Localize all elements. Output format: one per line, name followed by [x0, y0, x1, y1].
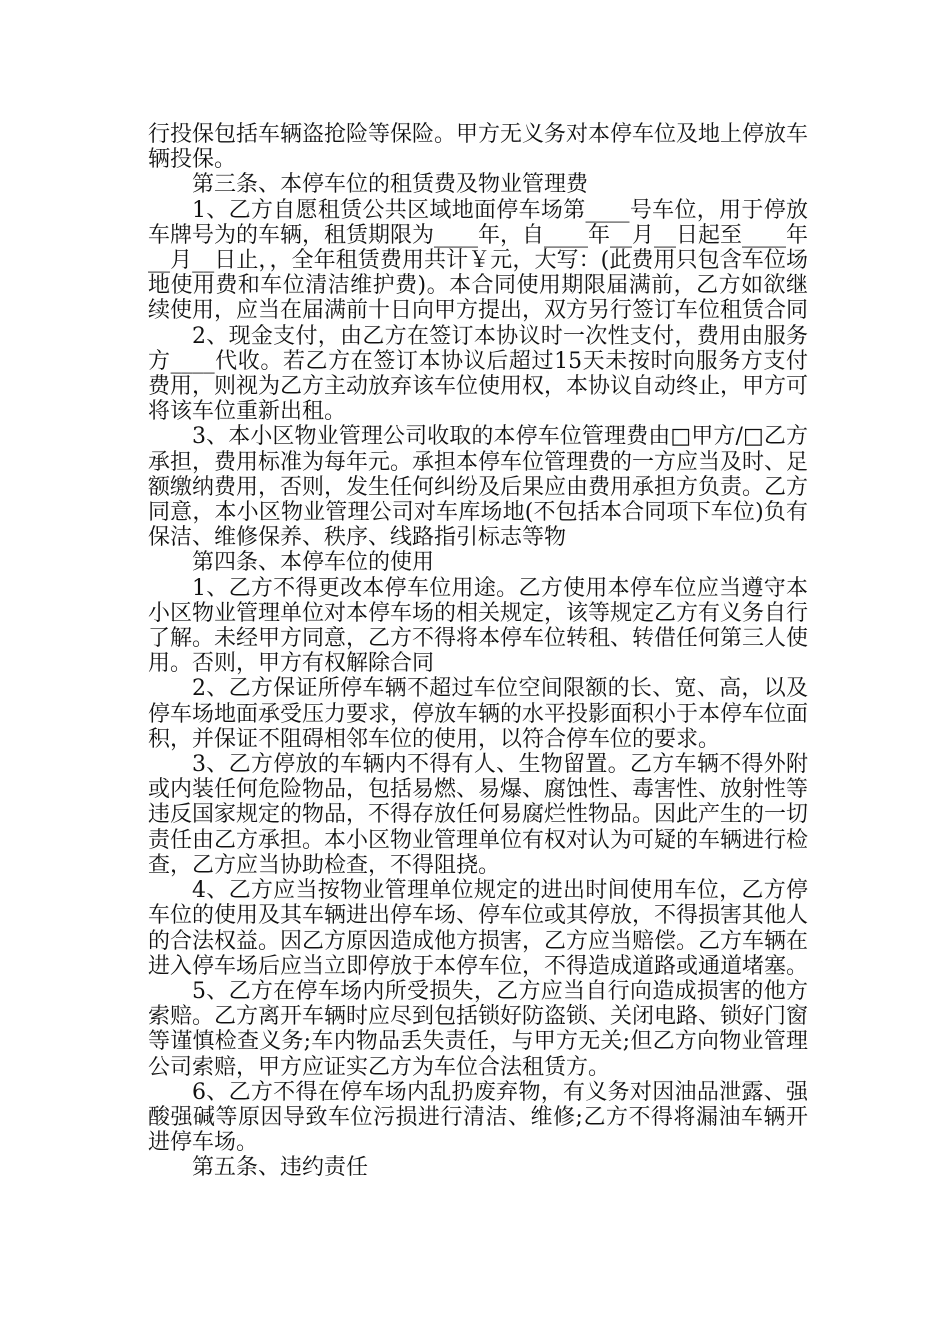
paragraph-continuation: 行投保包括车辆盗抢险等保险。甲方无义务对本停车位及地上停放车辆投保。	[148, 122, 809, 173]
clause-4-4: 4、乙方应当按物业管理单位规定的进出时间使用车位，乙方停车位的使用及其车辆进出停车场、停车位或其停放，不得损害其他人的合法权益。因乙方原因造成他方损害，乙方应当赔偿。乙方车辆在进入停车场后应当立即停放于本停车位，不得造成道路或通道堵塞。	[148, 878, 809, 979]
clause-4-2: 2、乙方保证所停车辆不超过车位空间限额的长、宽、高，以及停车场地面承受压力要求，停放车辆的水平投影面积小于本停车位面积，并保证不阻碍相邻车位的使用，以符合停车位的要求。	[148, 676, 809, 752]
clause-4-5: 5、乙方在停车场内所受损失，乙方应当自行向造成损害的他方索赔。乙方离开车辆时应尽到包括锁好防盗锁、关闭电路、锁好门窗等谨慎检查义务;车内物品丢失责任，与甲方无关;但乙方向物业管理公司索赔，甲方应证实乙方为车位合法租赁方。	[148, 978, 809, 1080]
article-heading-3: 第三条、本停车位的租赁费及物业管理费	[192, 172, 589, 198]
clause-4-1: 1、乙方不得更改本停车位用途。乙方使用本停车位应当遵守本小区物业管理单位对本停车场的相关规定，该等规定乙方有义务自行了解。未经甲方同意，乙方不得将本停车位转租、转借任何第三人使用。否则，甲方有权解除合同	[148, 575, 809, 677]
document-page	[148, 122, 808, 1181]
clause-3-3: 3、本小区物业管理公司收取的本停车位管理费由□甲方/□乙方承担，费用标准为每年元。承担本停车位管理费的一方应当及时、足额缴纳费用，否则，发生任何纠纷及后果应由费用承担方负责。乙方同意，本小区物业管理公司对车库场地(不包括本合同项下车位)负有保洁、维修保养、秩序、线路指引标志等物	[148, 424, 809, 551]
clause-3-1: 1、乙方自愿租赁公共区域地面停车场第____号车位，用于停放车牌号为的车辆，租赁期限为____年，自____年__月__日起至____年__月__日止，，全年租赁费用共计￥元，大写：(此费用只包含车位场地使用费和车位清洁维护费)。本合同使用期限届满前，乙方如欲继续使用，应当在届满前十日向甲方提出，双方另行签订车位租赁合同	[148, 197, 809, 324]
clause-3-2: 2、现金支付，由乙方在签订本协议时一次性支付，费用由服务方____代收。若乙方在签订本协议后超过15天未按时向服务方支付费用，则视为乙方主动放弃该车位使用权，本协议自动终止，甲方可将该车位重新出租。	[148, 323, 809, 425]
clause-4-6: 6、乙方不得在停车场内乱扔废弃物，有义务对因油品泄露、强酸强碱等原因导致车位污损进行清洁、维修;乙方不得将漏油车辆开进停车场。	[148, 1079, 808, 1156]
clause-4-3: 3、乙方停放的车辆内不得有人、生物留置。乙方车辆不得外附或内装任何危险物品，包括易燃、易爆、腐蚀性、毒害性、放射性等违反国家规定的物品，不得存放任何易腐烂性物品。因此产生的一切责任由乙方承担。本小区物业管理单位有权对认为可疑的车辆进行检查，乙方应当协助检查，不得阻挠。	[148, 752, 809, 878]
article-heading-4: 第四条、本停车位的使用	[192, 550, 435, 576]
article-heading-5: 第五条、违约责任	[192, 1155, 369, 1181]
